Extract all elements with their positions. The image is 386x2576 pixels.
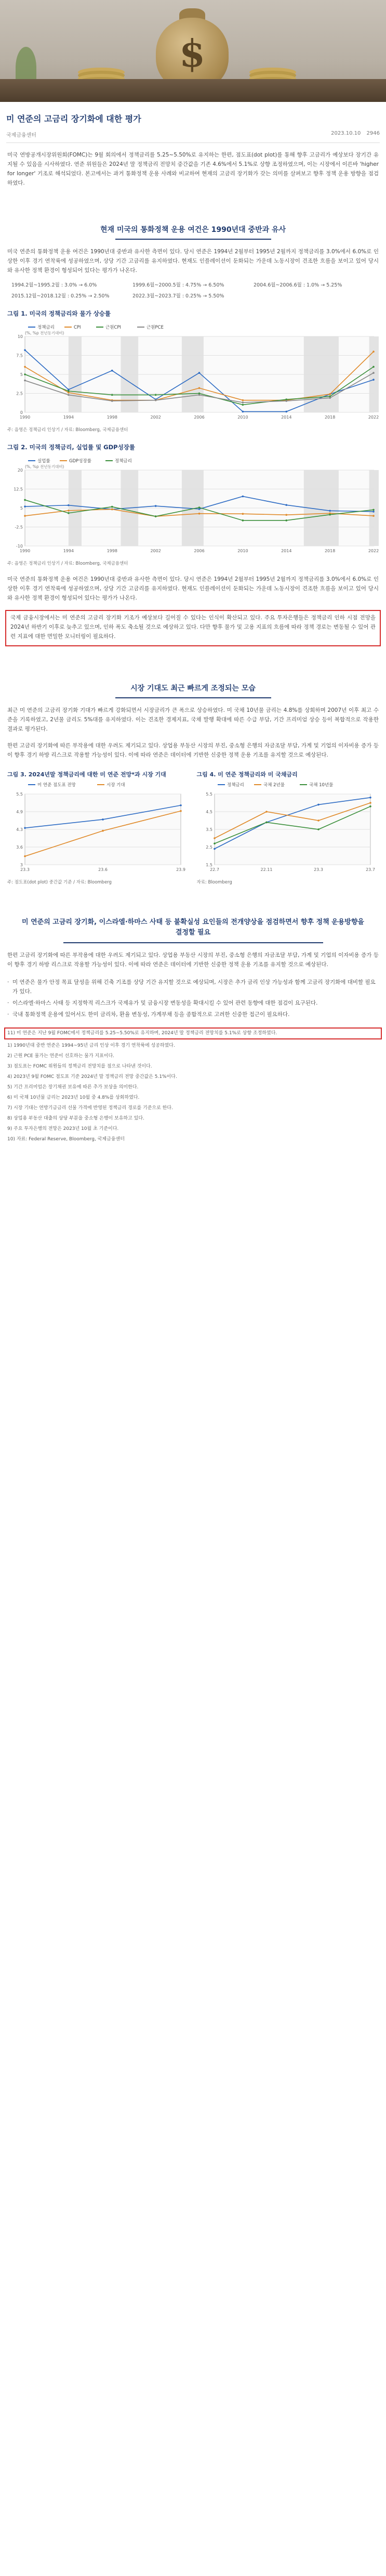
data-point bbox=[317, 804, 320, 806]
data-point bbox=[24, 855, 26, 857]
x-tick-label: 23.6 bbox=[98, 867, 108, 872]
data-point bbox=[369, 797, 371, 799]
x-tick-label: 2010 bbox=[237, 415, 248, 420]
highlight-footnote: 11) 미 연준은 지난 9월 FOMC에서 정책금리를 5.25~5.50%로 유지하며, 2024년 말 정책금리 전망치를 5.1%로 상향 조정하였다. bbox=[4, 1027, 382, 1039]
data-point bbox=[111, 509, 113, 511]
data-point bbox=[372, 509, 375, 511]
x-tick-label: 2002 bbox=[150, 415, 161, 420]
y-tick-label: 10 bbox=[17, 334, 23, 339]
y-tick-label: -10 bbox=[16, 544, 23, 549]
chart-2 bbox=[7, 454, 379, 558]
y-axis-label: (%, %p 전년동기대비) bbox=[25, 331, 64, 335]
data-point bbox=[329, 510, 331, 512]
paragraph: 미국 연준의 통화정책 운용 여건은 1990년대 중반과 유사한 측면이 있다. 당시 연준은 1994년 2월부터 1995년 2월까지 정책금리를 3.0%에서 6.0%로 인상한 이후 경기 연착륙에 성공하였으며, 상당 기간 고금리를 유지하였다. 현재도 인플레이션이 둔화되는 가운데 노동시장이 견조한 흐름을 보이고 있어 당시와 유사한 정책 환경이 형성되어 있다는 평가가 나온다. bbox=[7, 249, 379, 274]
data-point bbox=[372, 515, 375, 517]
data-point bbox=[111, 394, 113, 396]
figure-2 bbox=[7, 454, 379, 558]
y-tick-label: 4.5 bbox=[205, 810, 212, 814]
y-tick-label: 2.5 bbox=[205, 845, 212, 850]
section-heading: 현재 미국의 통화정책 운용 여건은 1990년대 중반과 유사 bbox=[100, 226, 286, 234]
data-point bbox=[111, 370, 113, 372]
section-heading: 미 연준의 고금리 장기화, 이스라엘·하마스 사태 등 불확실성 요인들의 전개양상을 점검하면서 향후 정책 운용방향을 결정할 필요 bbox=[22, 918, 364, 936]
data-point bbox=[369, 802, 371, 804]
y-tick-label: 20 bbox=[17, 468, 23, 473]
data-point bbox=[24, 505, 26, 508]
chart-3 bbox=[7, 778, 186, 877]
page-title: 미 연준의 고금리 장기화에 대한 평가 bbox=[6, 114, 141, 124]
data-point bbox=[155, 515, 157, 517]
data-point bbox=[242, 399, 244, 401]
figure-note: 주: 점도표(dot plot) 중간값 기준 / 자료: Bloomberg bbox=[7, 880, 112, 885]
footnote: 10) 자료: Federal Reserve, Bloomberg, 국제금융센터 bbox=[7, 1137, 125, 1142]
data-point bbox=[372, 372, 375, 374]
data-point bbox=[285, 514, 287, 516]
footnote: 9) 주요 투자은행의 전망은 2023년 10월 초 기준이다. bbox=[7, 1126, 119, 1131]
section-heading: 시장 기대도 최근 빠르게 조정되는 모습 bbox=[130, 684, 256, 693]
x-tick-label: 2010 bbox=[237, 549, 248, 553]
data-point bbox=[102, 830, 104, 832]
footnote: 1) 1990년대 중반 연준은 1994~95년 금리 인상 이후 경기 연착륙에 성공하였다. bbox=[7, 1043, 175, 1048]
data-point bbox=[372, 350, 375, 353]
x-tick-label: 1998 bbox=[107, 549, 117, 553]
y-axis-label: (%, %p 전년동기대비) bbox=[25, 464, 64, 469]
data-point bbox=[155, 394, 157, 396]
y-tick-label: 3.5 bbox=[205, 827, 212, 832]
x-tick-label: 23.7 bbox=[365, 867, 375, 872]
summary-item: 1994.2월~1995.2월 : 3.0% → 6.0% bbox=[11, 282, 97, 288]
paragraph: 미국 연준의 통화정책 운용 여건은 1990년대 중반과 유사한 측면이 있다. 당시 연준은 1994년 2월부터 1995년 2월까지 정책금리를 3.0%에서 6.0%로 인상한 이후 경기 연착륙에 성공하였으며, 상당 기간 고금리를 유지하였다. 현재도 인플레이션이 둔화되는 가운데 노동시장이 견조한 흐름을 보이고 있어 당시와 유사한 정책 환경이 형성되어 있다는 평가가 나온다. bbox=[7, 576, 379, 601]
figure-1 bbox=[7, 321, 379, 425]
x-tick-label: 1990 bbox=[19, 415, 31, 420]
x-tick-label: 2022 bbox=[368, 549, 379, 553]
data-point bbox=[155, 399, 157, 401]
data-point bbox=[285, 504, 287, 506]
y-tick-label: 5 bbox=[20, 372, 23, 377]
data-point bbox=[372, 511, 375, 513]
y-tick-label: 12.5 bbox=[14, 487, 23, 492]
legend-label: 시장 기대 bbox=[107, 783, 125, 788]
figure-title: 그림 4. 미 연준 정책금리와 미 국채금리 bbox=[196, 771, 298, 778]
data-point bbox=[285, 400, 287, 402]
data-point bbox=[198, 394, 201, 396]
data-point bbox=[24, 515, 26, 517]
data-point bbox=[242, 404, 244, 406]
x-tick-label: 2014 bbox=[281, 415, 292, 420]
data-point bbox=[111, 506, 113, 508]
summary-item: 2015.12월~2018.12월 : 0.25% → 2.50% bbox=[11, 293, 110, 299]
x-tick-label: 23.9 bbox=[176, 867, 185, 872]
data-point bbox=[242, 519, 244, 522]
data-point bbox=[155, 505, 157, 507]
x-tick-label: 2018 bbox=[324, 415, 336, 420]
paragraph: 최근 미 연준의 고금리 장기화 기대가 빠르게 강화되면서 시장금리가 큰 폭으로 상승하였다. 미 국채 10년물 금리는 4.8%를 상회하며 2007년 이후 최고 수준을 기록하였고, 2년물 금리도 5%대를 유지하였다. 이는 견조한 경제지표, 국채 발행 확대에 따른 수급 부담, 기간 프리미엄 상승 등이 복합적으로 작용한 결과로 평가된다. bbox=[7, 707, 379, 732]
data-point bbox=[329, 514, 331, 516]
footnote: 7) 시장 기대는 연방기금금리 선물 가격에 반영된 정책금리 경로를 기준으로 한다. bbox=[7, 1105, 173, 1111]
data-point bbox=[68, 390, 70, 392]
highlight-paragraph: 국제 금융시장에서는 미 연준의 고금리 장기화 기조가 예상보다 길어질 수 있다는 인식이 확산되고 있다. 주요 투자은행들은 정책금리 인하 시점 전망을 2024년 하반기 이후로 늦추고 있으며, 인하 폭도 축소될 것으로 예상하고 있다. 다만 향후 물가 및 고용 지표의 흐름에 따라 정책 경로는 변동될 수 있어 관련 지표에 대한 면밀한 모니터링이 필요하다. bbox=[10, 615, 376, 640]
summary-item: 1999.6월~2000.5월 : 4.75% → 6.50% bbox=[132, 282, 224, 288]
x-tick-label: 2022 bbox=[368, 415, 379, 420]
legend-label: 정책금리 bbox=[115, 459, 132, 464]
data-point bbox=[242, 411, 244, 413]
legend-label: 정책금리 bbox=[37, 325, 55, 330]
footnote: 8) 상업용 부동산 대출의 상당 부분을 중소형 은행이 보유하고 있다. bbox=[7, 1116, 144, 1121]
data-point bbox=[372, 366, 375, 368]
data-point bbox=[180, 810, 182, 812]
data-point bbox=[265, 822, 268, 824]
data-point bbox=[285, 519, 287, 522]
section-divider bbox=[115, 239, 271, 240]
legend-label: GDP성장률 bbox=[69, 459, 91, 464]
data-point bbox=[242, 401, 244, 404]
paragraph: 한편 고금리 장기화에 따른 부작용에 대한 우려도 제기되고 있다. 상업용 부동산 시장의 부진, 중소형 은행의 자금조달 부담, 가계 및 기업의 이자비용 증가 등이 향후 경기 하방 리스크로 작용할 가능성이 있다. 이에 따라 연준은 데이터에 기반한 신중한 정책 운용 기조를 유지할 것으로 예상된다. bbox=[7, 743, 379, 758]
data-point bbox=[24, 827, 26, 829]
data-point bbox=[317, 819, 320, 822]
x-tick-label: 22.7 bbox=[209, 867, 219, 872]
section-divider bbox=[63, 942, 323, 943]
data-point bbox=[102, 818, 104, 821]
article-meta bbox=[6, 131, 380, 143]
data-point bbox=[68, 512, 70, 514]
y-tick-label: 5.5 bbox=[205, 792, 212, 797]
x-tick-label: 1994 bbox=[63, 415, 74, 420]
data-point bbox=[68, 394, 70, 396]
x-tick-label: 1998 bbox=[107, 415, 117, 420]
section-divider bbox=[115, 697, 271, 698]
x-tick-label: 2006 bbox=[194, 415, 205, 420]
data-point bbox=[214, 837, 216, 839]
figure-row bbox=[0, 770, 386, 886]
x-tick-label: 1994 bbox=[63, 549, 74, 553]
data-point bbox=[369, 805, 371, 808]
summary-item: 2004.6월~2006.6월 : 1.0% → 5.25% bbox=[254, 282, 342, 288]
figure-note: 주: 음영은 정책금리 인상기 / 자료: Bloomberg, 국제금융센터 bbox=[7, 561, 128, 566]
hero-image bbox=[0, 0, 386, 102]
y-tick-label: 2.5 bbox=[16, 391, 23, 396]
data-point bbox=[214, 842, 216, 844]
dollar-sign-icon: $ bbox=[179, 31, 206, 75]
data-point bbox=[180, 804, 182, 806]
data-point bbox=[24, 499, 26, 501]
table-surface bbox=[0, 79, 386, 102]
data-point bbox=[198, 387, 201, 389]
data-point bbox=[214, 848, 216, 850]
legend-label: 국채 10년물 bbox=[309, 783, 333, 788]
data-point bbox=[24, 373, 26, 375]
data-point bbox=[372, 379, 375, 381]
x-tick-label: 2002 bbox=[150, 549, 161, 553]
bullet-list bbox=[0, 978, 386, 1019]
y-tick-label: 3 bbox=[20, 863, 23, 867]
highlight-box bbox=[5, 610, 381, 646]
y-tick-label: 3.6 bbox=[16, 845, 23, 850]
y-tick-label: 4.9 bbox=[16, 810, 23, 814]
bullet-item: · 국내 통화정책 운용에 있어서도 한미 금리차, 환율 변동성, 가계부채 등을 종합적으로 고려한 신중한 접근이 필요하다. bbox=[7, 1010, 379, 1019]
figure-note: 주: 음영은 정책금리 인상기 / 자료: Bloomberg, 국제금융센터 bbox=[7, 427, 128, 433]
figure-title: 그림 3. 2024년말 정책금리에 대한 미 연준 전망*과 시장 기대 bbox=[7, 771, 166, 778]
x-tick-label: 2018 bbox=[324, 549, 336, 553]
footnote: 5) 기간 프리미엄은 장기채권 보유에 따른 추가 보상을 의미한다. bbox=[7, 1085, 139, 1090]
y-tick-label: 5.5 bbox=[16, 792, 23, 797]
data-point bbox=[198, 372, 201, 374]
data-point bbox=[198, 513, 201, 515]
data-point bbox=[285, 411, 287, 413]
data-point bbox=[329, 393, 331, 395]
y-tick-label: 7.5 bbox=[16, 353, 23, 358]
data-point bbox=[198, 506, 201, 509]
view-count: 2946 bbox=[366, 131, 380, 136]
data-point bbox=[317, 828, 320, 830]
date: 2023.10.10 bbox=[331, 131, 361, 136]
data-point bbox=[111, 400, 113, 402]
legend-label: 실업률 bbox=[37, 459, 50, 464]
legend-label: 정책금리 bbox=[227, 783, 244, 788]
paragraph: 미국 연방공개시장위원회(FOMC)는 9월 회의에서 정책금리를 5.25~5.50%로 유지하는 한편, 점도표(dot plot)를 통해 향후 고금리가 예상보다 장기간 유지될 수 있음을 시사하였다. 연준 위원들은 2024년 말 정책금리 전망치 중간값을 기존 4.6%에서 5.1%로 상향 조정하였으며, 이는 시장에서 이른바 'higher for longer' 기조로 해석되었다. 본고에서는 과거 통화정책 운용 사례와 비교하여 현재의 고금리 장기화가 갖는 의미를 살펴보고 향후 정책 운용 방향을 점검하였다. bbox=[7, 152, 379, 186]
legend-label: 근원CPI bbox=[105, 325, 121, 330]
chart-1 bbox=[7, 321, 379, 425]
footnotes bbox=[0, 1027, 386, 1143]
data-point bbox=[265, 811, 268, 813]
legend-label: 미 연준 점도표 전망 bbox=[37, 783, 76, 788]
footnote: 6) 미 국채 10년물 금리는 2023년 10월 중 4.8%를 상회하였다. bbox=[7, 1095, 140, 1100]
figure-title: 그림 1. 미국의 정책금리와 물가 상승률 bbox=[7, 310, 111, 317]
figure-note: 자료: Bloomberg bbox=[196, 880, 232, 885]
bullet-item: · 이스라엘·하마스 사태 등 지정학적 리스크가 국제유가 및 금융시장 변동성을 확대시킬 수 있어 관련 동향에 대한 점검이 요구된다. bbox=[7, 998, 379, 1008]
x-tick-label: 23.3 bbox=[313, 867, 323, 872]
x-tick-label: 2014 bbox=[281, 549, 292, 553]
y-tick-label: -2.5 bbox=[15, 525, 23, 530]
bullet-item: · 미 연준은 물가 안정 목표 달성을 위해 긴축 기조를 상당 기간 유지할 것으로 예상되며, 시장은 추가 금리 인상 가능성과 함께 고금리 장기화에 대비할 필요가 있다. bbox=[7, 978, 379, 996]
footnote: 2) 근원 PCE 물가는 연준이 선호하는 물가 지표이다. bbox=[7, 1053, 115, 1059]
chart-4 bbox=[197, 778, 376, 877]
x-tick-label: 23.3 bbox=[20, 867, 30, 872]
figure-title: 그림 2. 미국의 정책금리, 실업률 및 GDP성장률 bbox=[7, 444, 135, 451]
y-tick-label: 1.5 bbox=[205, 863, 212, 867]
rate-hike-summary bbox=[0, 281, 386, 300]
summary-item: 2022.3월~2023.7월 : 0.25% → 5.50% bbox=[132, 293, 224, 299]
author: 국제금융센터 bbox=[6, 133, 36, 138]
data-point bbox=[329, 397, 331, 399]
footnote: 3) 점도표는 FOMC 위원들의 정책금리 전망치를 점으로 나타낸 것이다. bbox=[7, 1064, 152, 1069]
data-point bbox=[68, 504, 70, 506]
x-tick-label: 22.11 bbox=[260, 867, 272, 872]
y-tick-label: 5 bbox=[20, 506, 23, 511]
x-tick-label: 2006 bbox=[194, 549, 205, 553]
legend-label: CPI bbox=[74, 325, 81, 330]
data-point bbox=[242, 513, 244, 515]
legend-label: 국채 2년물 bbox=[263, 783, 285, 788]
y-tick-label: 0 bbox=[20, 410, 23, 415]
legend-label: 근원PCE bbox=[147, 325, 164, 330]
data-point bbox=[24, 380, 26, 382]
data-point bbox=[68, 510, 70, 512]
y-tick-label: 4.3 bbox=[16, 827, 23, 832]
paragraph: 한편 고금리 장기화에 따른 부작용에 대한 우려도 제기되고 있다. 상업용 부동산 시장의 부진, 중소형 은행의 자금조달 부담, 가계 및 기업의 이자비용 증가 등이 향후 경기 하방 리스크로 작용할 가능성이 있다. 이에 따라 연준은 데이터에 기반한 신중한 정책 운용 기조를 유지할 것으로 예상된다. bbox=[7, 952, 379, 968]
data-point bbox=[24, 349, 26, 351]
data-point bbox=[24, 366, 26, 368]
x-tick-label: 1990 bbox=[19, 549, 31, 553]
footnote: 4) 2023년 9월 FOMC 점도표 기준 2024년 말 정책금리 전망 중간값은 5.1%이다. bbox=[7, 1074, 177, 1079]
data-point bbox=[242, 496, 244, 498]
